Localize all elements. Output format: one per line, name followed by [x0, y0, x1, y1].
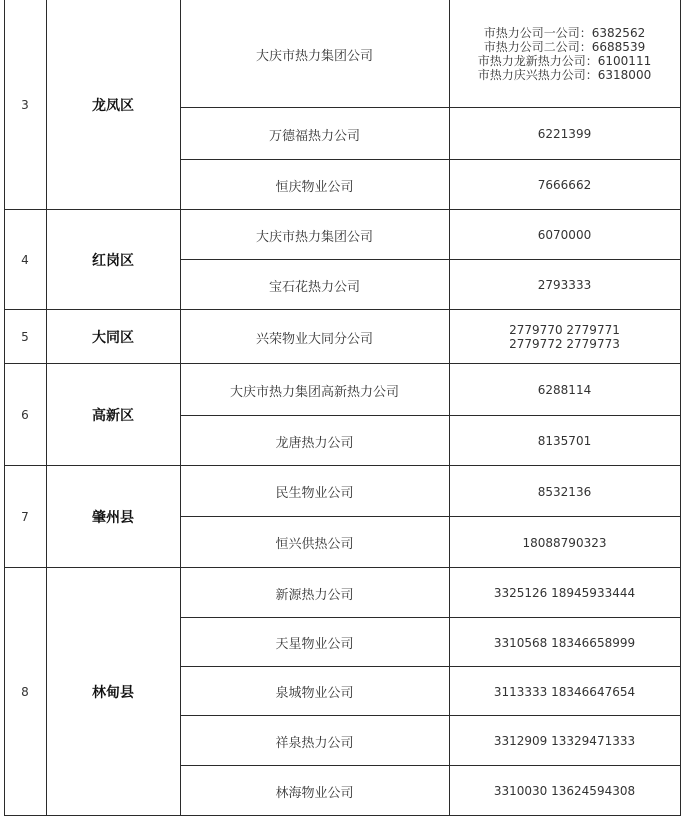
phone-number: 2779770 2779771 2779772 2779773 — [509, 323, 620, 351]
phone-number: 市热力公司一公司：6382562 市热力公司二公司：6688539 市热力龙新热力公司：6100111 市热力庆兴热力公司：6318000 — [477, 26, 652, 82]
company-name: 大庆市热力集团公司 — [255, 48, 373, 64]
district-name: 红岗区 — [92, 253, 134, 269]
row-number: 5 — [21, 330, 29, 344]
phone-number: 3113333 18346647654 — [493, 684, 636, 699]
phone-number: 6221399 — [537, 127, 592, 141]
company-name: 兴荣物业大同分公司 — [255, 331, 373, 347]
company-name: 林海物业公司 — [275, 785, 354, 801]
row-number: 7 — [21, 510, 29, 524]
company-name: 龙唐热力公司 — [275, 435, 354, 451]
company-name: 泉城物业公司 — [275, 686, 354, 701]
row-number: 8 — [21, 685, 29, 699]
district-name: 肇州县 — [92, 510, 134, 526]
company-name: 祥泉热力公司 — [275, 735, 354, 751]
phone-number: 3312909 13329471333 — [493, 734, 636, 748]
company-name: 大庆市热力集团高新热力公司 — [229, 384, 399, 400]
phone-number: 18088790323 — [522, 535, 607, 550]
company-name: 宝石花热力公司 — [268, 279, 360, 295]
district-name: 林甸县 — [92, 685, 134, 701]
phone-number: 3310030 13624594308 — [493, 784, 636, 798]
district-name: 高新区 — [92, 408, 134, 424]
row-number: 6 — [21, 408, 29, 422]
phone-number: 7666662 — [537, 178, 592, 192]
company-name: 恒兴供热公司 — [275, 537, 354, 552]
district-name: 大同区 — [92, 330, 134, 346]
phone-number: 3310568 18346658999 — [493, 635, 636, 650]
phone-number: 8532136 — [537, 484, 592, 499]
phone-number: 6288114 — [537, 383, 592, 397]
company-name: 民生物业公司 — [275, 486, 354, 501]
phone-number: 2793333 — [537, 278, 592, 292]
district-name: 龙凤区 — [92, 98, 134, 114]
company-name: 天星物业公司 — [275, 637, 354, 652]
grid-vline-4 — [680, 0, 681, 816]
row-number: 3 — [21, 98, 29, 112]
phone-number: 8135701 — [537, 434, 592, 448]
company-name: 万德福热力公司 — [268, 128, 360, 144]
company-name: 新源热力公司 — [275, 587, 354, 603]
phone-number: 6070000 — [537, 228, 592, 242]
company-name: 大庆市热力集团公司 — [255, 229, 373, 245]
phone-number: 3325126 18945933444 — [493, 586, 636, 600]
row-number: 4 — [21, 253, 29, 267]
company-name: 恒庆物业公司 — [275, 179, 354, 195]
